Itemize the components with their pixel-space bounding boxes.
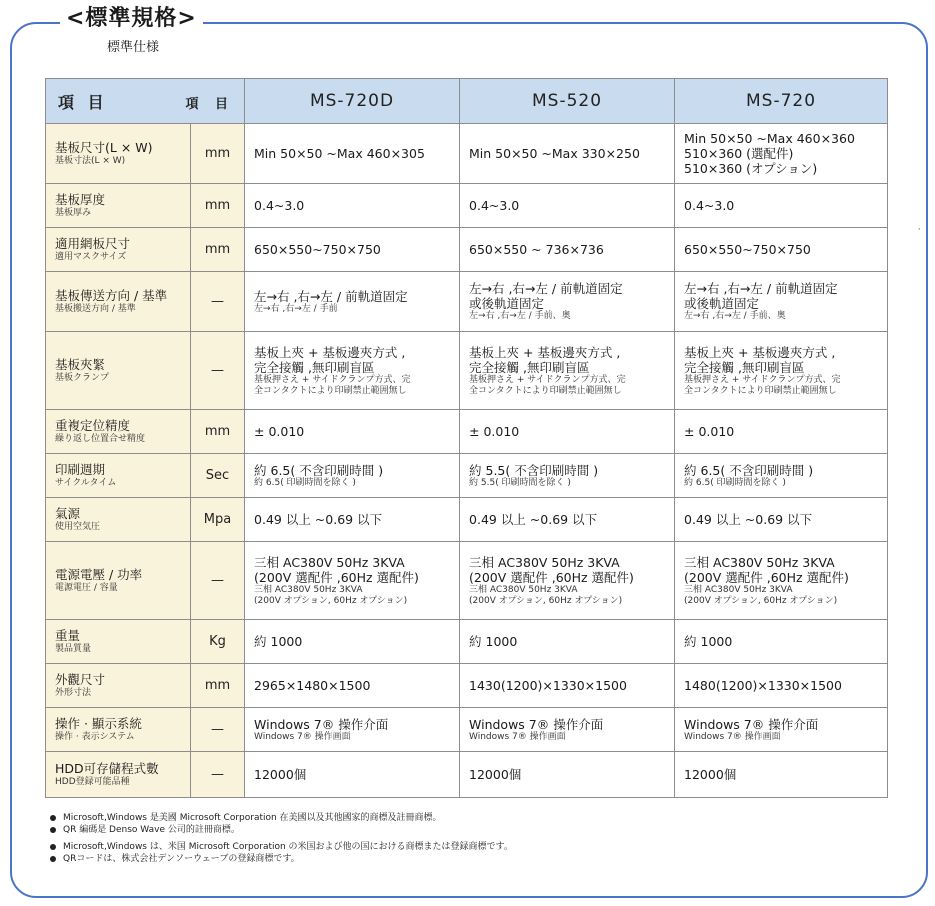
row-label-jp: 適用マスクサイズ — [55, 252, 127, 262]
cell-text-zh: 0.49 以上 ~0.69 以下 — [254, 512, 383, 527]
row-label — [46, 498, 191, 542]
row-label — [46, 664, 191, 708]
row-label — [46, 708, 191, 752]
cell-text-jp: Windows 7® 操作画面 — [254, 731, 351, 742]
cell-text-zh: Windows 7® 操作介面 — [684, 716, 819, 732]
row-label-zh: HDD可存儲程式數 — [55, 761, 159, 776]
cell-model-1 — [245, 124, 460, 184]
row-label-zh: 電源電壓 / 功率 — [55, 567, 143, 582]
cell-text-jp: (200V オプション, 60Hz オプション) — [254, 595, 408, 606]
cell-model-2 — [460, 620, 675, 664]
table-row — [46, 752, 888, 798]
cell-text-zh: ± 0.010 — [684, 424, 735, 439]
cell-model-3 — [675, 332, 888, 410]
cell-model-1 — [245, 708, 460, 752]
row-unit: mm — [191, 664, 245, 708]
cell-text-zh: 510×360 (選配件) — [684, 146, 794, 161]
table-row — [46, 542, 888, 620]
cell-text-jp: 基板押さえ + サイドクランプ方式、完 — [684, 374, 841, 385]
cell-text-zh: 0.49 以上 ~0.69 以下 — [684, 512, 813, 527]
row-label-zh: 重複定位精度 — [55, 418, 131, 433]
footnote-item — [50, 824, 513, 836]
cell-text-zh: 0.4~3.0 — [469, 198, 520, 213]
row-unit: Mpa — [191, 498, 245, 542]
cell-text-zh: 三相 AC380V 50Hz 3KVA — [684, 554, 835, 570]
cell-text-jp: (200V オプション, 60Hz オプション) — [469, 595, 623, 606]
bullet-icon — [50, 815, 56, 821]
cell-text-zh: 0.4~3.0 — [684, 198, 735, 213]
row-label — [46, 184, 191, 228]
cell-text-jp: 約 6.5( 印刷時間を除く ) — [684, 477, 786, 488]
row-label-jp: 使用空気圧 — [55, 522, 101, 532]
cell-text-zh: 650×550 ~ 736×736 — [469, 242, 604, 257]
cell-text-zh: 或後軌道固定 — [469, 296, 545, 311]
row-unit: Sec — [191, 454, 245, 498]
cell-text-zh: 2965×1480×1500 — [254, 678, 371, 693]
cell-model-3 — [675, 184, 888, 228]
table-row — [46, 332, 888, 410]
cell-text-zh: 約 1000 — [469, 634, 518, 649]
cell-model-1 — [245, 752, 460, 798]
cell-text-zh: Windows 7® 操作介面 — [469, 716, 604, 732]
row-label — [46, 410, 191, 454]
cell-text-zh: 約 1000 — [684, 634, 733, 649]
spec-table-body — [46, 124, 888, 798]
bullet-icon — [50, 856, 56, 862]
cell-text-zh: 650×550~750×750 — [684, 242, 811, 257]
title-main: <標準規格> — [66, 6, 197, 31]
cell-text-zh: (200V 選配件 ,60Hz 選配件) — [469, 569, 634, 585]
cell-text-zh: 基板上夾 + 基板邊夾方式 , — [254, 344, 406, 360]
cell-model-2 — [460, 542, 675, 620]
row-label-jp: 基板寸法(L × W) — [55, 156, 126, 166]
row-unit: — — [191, 752, 245, 798]
table-row — [46, 708, 888, 752]
footnote-text: Microsoft,Windows 是美國 Microsoft Corporation 在美國以及其他國家的商標及註冊商標。 — [63, 813, 442, 823]
cell-text-zh: 12000個 — [254, 767, 307, 782]
cell-text-zh: 1480(1200)×1330×1500 — [684, 678, 842, 693]
cell-model-1 — [245, 410, 460, 454]
cell-text-jp: 約 5.5( 印刷時間を除く ) — [469, 477, 571, 488]
row-label — [46, 228, 191, 272]
bullet-icon — [50, 827, 56, 833]
row-unit: Kg — [191, 620, 245, 664]
cell-text-jp: Windows 7® 操作画面 — [469, 731, 566, 742]
cell-model-2 — [460, 184, 675, 228]
row-unit: — — [191, 332, 245, 410]
cell-model-1 — [245, 332, 460, 410]
table-row — [46, 664, 888, 708]
cell-text-zh: 基板上夾 + 基板邊夾方式 , — [684, 344, 836, 360]
cell-text-jp: 左→右 ,右→左 / 手前 — [254, 303, 338, 314]
row-label-jp: 電源電圧 / 容量 — [55, 583, 118, 593]
cell-text-jp: 約 6.5( 印刷時間を除く ) — [254, 477, 356, 488]
cell-model-1 — [245, 620, 460, 664]
footnote-item — [50, 841, 513, 853]
row-label — [46, 752, 191, 798]
cell-model-1 — [245, 542, 460, 620]
row-label-zh: 印刷週期 — [55, 462, 106, 477]
footnote-item — [50, 853, 513, 865]
row-label-jp: 基板クランプ — [55, 373, 110, 383]
cell-text-zh: Min 50×50 ~Max 330×250 — [469, 146, 640, 161]
cell-model-2 — [460, 332, 675, 410]
cell-text-zh: 12000個 — [684, 767, 737, 782]
section-title — [60, 6, 203, 32]
row-label-zh: 適用網板尺寸 — [55, 236, 131, 251]
cell-model-1 — [245, 664, 460, 708]
table-row — [46, 410, 888, 454]
cell-text-zh: 左→右 ,右→左 / 前軌道固定 — [254, 288, 408, 304]
table-row — [46, 454, 888, 498]
row-label-zh: 基板夾緊 — [55, 357, 106, 372]
footnotes — [50, 812, 513, 865]
cell-text-jp: 基板押さえ + サイドクランプ方式、完 — [469, 374, 626, 385]
row-label-jp: 基板搬送方向 / 基準 — [55, 304, 136, 314]
row-label-jp: 製品質量 — [55, 644, 92, 654]
footnote-text: Microsoft,Windows は、米国 Microsoft Corporation の米国および他の国における商標または登録商標です。 — [63, 842, 513, 852]
cell-text-zh: 左→右 ,右→左 / 前軌道固定 — [469, 281, 623, 296]
cell-text-jp: 基板押さえ + サイドクランプ方式、完 — [254, 374, 411, 385]
table-header-row — [46, 79, 888, 124]
table-row — [46, 498, 888, 542]
row-label-zh: 操作 · 顯示系統 — [55, 716, 142, 731]
row-label-jp: 操作 · 表示システム — [55, 732, 135, 742]
row-label — [46, 124, 191, 184]
cell-text-zh: 650×550~750×750 — [254, 242, 381, 257]
row-label-zh: 基板尺寸(L × W) — [55, 140, 153, 155]
row-label — [46, 272, 191, 332]
cell-text-zh: Windows 7® 操作介面 — [254, 716, 389, 732]
cell-model-2 — [460, 498, 675, 542]
row-label — [46, 620, 191, 664]
cell-model-2 — [460, 410, 675, 454]
header-item — [46, 79, 245, 124]
cell-model-3 — [675, 228, 888, 272]
cell-model-2 — [460, 228, 675, 272]
cell-text-jp: 全コンタクトにより印刷禁止範囲無し — [469, 385, 622, 396]
row-label-jp: HDD登録可能品種 — [55, 777, 130, 787]
cell-text-jp: 全コンタクトにより印刷禁止範囲無し — [684, 385, 837, 396]
title-subtitle: 標準仕様 — [107, 40, 160, 55]
header-model-3: MS-720 — [675, 79, 888, 124]
row-unit: mm — [191, 410, 245, 454]
cell-text-zh: Min 50×50 ~Max 460×360 — [684, 131, 855, 146]
cell-text-zh: 約 6.5( 不含印刷時間 ) — [254, 462, 384, 478]
cell-model-3 — [675, 620, 888, 664]
footnote-text: QRコードは、株式会社デンソーウェーブの登録商標です。 — [63, 854, 300, 864]
cell-text-jp: 左→右 ,右→左 / 手前、奥 — [469, 311, 571, 321]
cell-model-3 — [675, 410, 888, 454]
cell-model-2 — [460, 752, 675, 798]
cell-model-2 — [460, 454, 675, 498]
row-label-zh: 基板厚度 — [55, 192, 106, 207]
cell-text-zh: 12000個 — [469, 767, 522, 782]
footnote-item — [50, 812, 513, 824]
row-label-zh: 氣源 — [55, 506, 81, 521]
cell-text-zh: ± 0.010 — [469, 424, 520, 439]
scan-mark: , — [918, 222, 921, 231]
cell-model-3 — [675, 272, 888, 332]
header-model-1: MS-720D — [245, 79, 460, 124]
cell-text-zh: 三相 AC380V 50Hz 3KVA — [254, 554, 405, 570]
cell-model-1 — [245, 184, 460, 228]
table-row — [46, 272, 888, 332]
row-unit: — — [191, 272, 245, 332]
spec-table — [45, 78, 888, 798]
cell-text-zh: 基板上夾 + 基板邊夾方式 , — [469, 344, 621, 360]
cell-text-jp: 三相 AC380V 50Hz 3KVA — [684, 584, 793, 595]
cell-text-zh: 三相 AC380V 50Hz 3KVA — [469, 554, 620, 570]
row-unit: mm — [191, 228, 245, 272]
cell-model-1 — [245, 454, 460, 498]
cell-model-1 — [245, 228, 460, 272]
cell-model-2 — [460, 272, 675, 332]
cell-model-3 — [675, 454, 888, 498]
cell-text-jp: 左→右 ,右→左 / 手前、奥 — [684, 311, 786, 321]
footnote-text: QR 編碼是 Denso Wave 公司的註冊商標。 — [63, 825, 240, 835]
row-label-jp: サイクルタイム — [55, 478, 117, 488]
cell-model-2 — [460, 708, 675, 752]
cell-text-zh: 約 6.5( 不含印刷時間 ) — [684, 462, 814, 478]
table-row — [46, 620, 888, 664]
row-label-zh: 外觀尺寸 — [55, 672, 106, 687]
cell-text-zh: (200V 選配件 ,60Hz 選配件) — [254, 569, 419, 585]
cell-text-zh: 完全接觸 ,無印刷盲區 — [254, 359, 375, 375]
cell-model-3 — [675, 542, 888, 620]
cell-model-1 — [245, 272, 460, 332]
cell-text-jp: 全コンタクトにより印刷禁止範囲無し — [254, 385, 407, 396]
cell-text-jp: (200V オプション, 60Hz オプション) — [684, 595, 838, 606]
row-unit: — — [191, 542, 245, 620]
cell-text-zh: Min 50×50 ~Max 460×305 — [254, 146, 425, 161]
cell-text-zh: 完全接觸 ,無印刷盲區 — [684, 359, 805, 375]
cell-text-zh: 約 1000 — [254, 634, 303, 649]
cell-text-zh: 左→右 ,右→左 / 前軌道固定 — [684, 281, 838, 296]
table-row — [46, 228, 888, 272]
cell-text-zh: (200V 選配件 ,60Hz 選配件) — [684, 569, 849, 585]
cell-text-zh: 0.4~3.0 — [254, 198, 305, 213]
row-unit: — — [191, 708, 245, 752]
cell-model-3 — [675, 498, 888, 542]
cell-text-jp: Windows 7® 操作画面 — [684, 731, 781, 742]
row-label-jp: 基板厚み — [55, 208, 92, 218]
cell-model-3 — [675, 124, 888, 184]
cell-text-zh: 或後軌道固定 — [684, 296, 760, 311]
cell-model-2 — [460, 664, 675, 708]
row-unit: mm — [191, 184, 245, 228]
row-label-jp: 繰り返し位置合せ精度 — [55, 434, 146, 444]
cell-text-zh: 0.49 以上 ~0.69 以下 — [469, 512, 598, 527]
header-item-zh: 項 目 — [58, 92, 108, 112]
row-label-jp: 外形寸法 — [55, 688, 92, 698]
header-item-jp: 項 目 — [185, 96, 235, 112]
row-unit: mm — [191, 124, 245, 184]
row-label-zh: 基板傳送方向 / 基準 — [55, 288, 168, 303]
cell-model-1 — [245, 498, 460, 542]
cell-text-zh: 1430(1200)×1330×1500 — [469, 678, 627, 693]
row-label-zh: 重量 — [55, 628, 81, 643]
row-label — [46, 542, 191, 620]
row-label — [46, 332, 191, 410]
bullet-icon — [50, 844, 56, 850]
cell-text-zh: ± 0.010 — [254, 424, 305, 439]
cell-model-2 — [460, 124, 675, 184]
cell-text-zh: 約 5.5( 不含印刷時間 ) — [469, 462, 599, 478]
header-model-2: MS-520 — [460, 79, 675, 124]
table-row — [46, 124, 888, 184]
row-label — [46, 454, 191, 498]
cell-model-3 — [675, 752, 888, 798]
cell-text-zh: 完全接觸 ,無印刷盲區 — [469, 359, 590, 375]
cell-model-3 — [675, 708, 888, 752]
cell-text-jp: 三相 AC380V 50Hz 3KVA — [254, 584, 363, 595]
cell-model-3 — [675, 664, 888, 708]
cell-text-jp: 三相 AC380V 50Hz 3KVA — [469, 584, 578, 595]
table-row — [46, 184, 888, 228]
cell-text-zh: 510×360 (オプション) — [684, 161, 818, 176]
